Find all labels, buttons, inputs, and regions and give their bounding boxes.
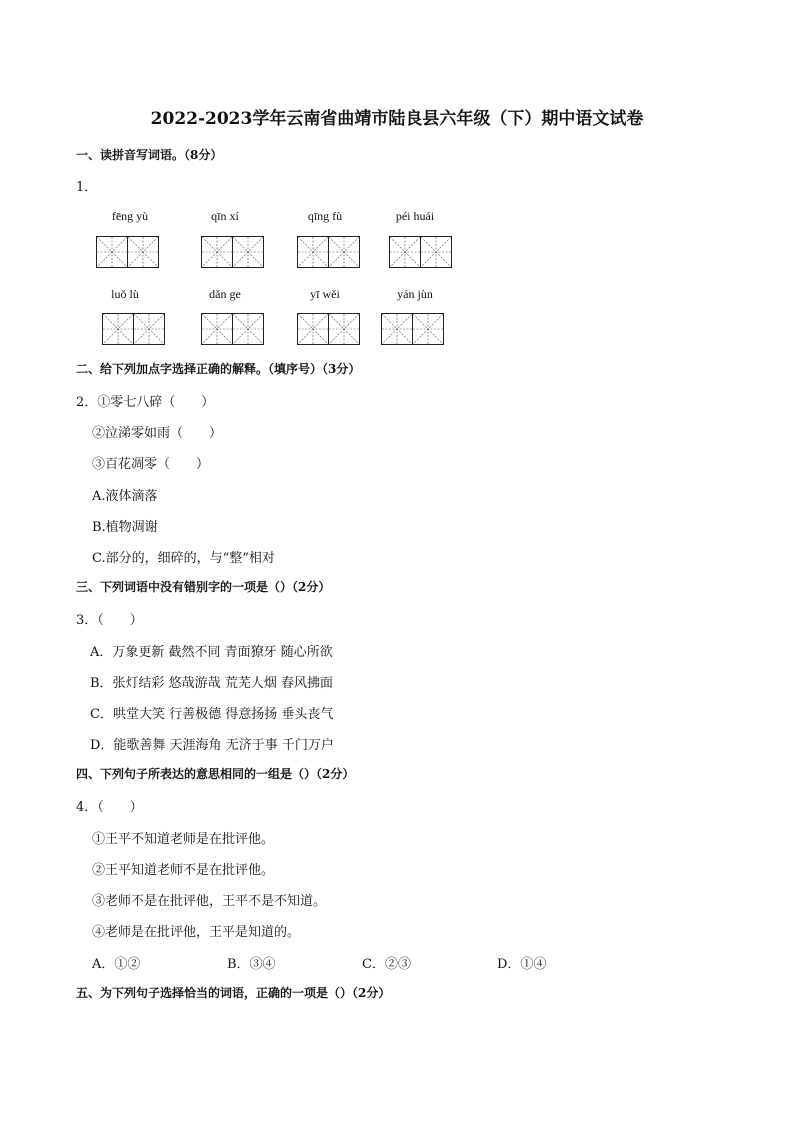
answer-option: A．①② [92, 957, 141, 972]
writing-grid[interactable] [201, 236, 264, 268]
pinyin-label: yī wěi [310, 287, 340, 301]
answer-option: D．①④ [497, 957, 547, 972]
sentence-item: ②王平知道老师不是在批评他。 [92, 863, 275, 878]
pinyin-label: péi huái [395, 209, 435, 223]
answer-option: B．张灯结彩 悠哉游哉 荒芜人烟 春风拂面 [90, 676, 333, 691]
answer-option: D．能歌善舞 天涯海角 无济于事 千门万户 [90, 738, 334, 753]
sentence-item: ①王平不知道老师是在批评他。 [92, 832, 275, 847]
section-1-heading: 一、读拼音写词语。（8分） [76, 148, 223, 162]
answer-option: B.植物凋谢 [92, 520, 158, 535]
question-2-item: 2．①零七八碎（ ） [76, 395, 215, 410]
question-4-number: 4．（ ） [76, 800, 143, 815]
pinyin-label: fēng yù [111, 209, 149, 223]
writing-grid[interactable] [96, 236, 159, 268]
answer-option: A.液体滴落 [92, 489, 158, 504]
writing-grid[interactable] [381, 313, 444, 345]
pinyin-label: dǎn ge [209, 287, 241, 301]
writing-grid[interactable] [201, 313, 264, 345]
writing-grid[interactable] [389, 236, 452, 268]
writing-grid[interactable] [297, 313, 360, 345]
pinyin-label: qīn xí [211, 209, 239, 223]
writing-grid[interactable] [297, 236, 360, 268]
section-5-heading: 五、为下列句子选择恰当的词语，正确的一项是（）（2分） [76, 986, 391, 1000]
answer-option: B．③④ [227, 957, 276, 972]
section-2-heading: 二、给下列加点字选择正确的解释。（填序号）（3分） [76, 362, 361, 376]
answer-option: C．哄堂大笑 行善极德 得意扬扬 垂头丧气 [90, 707, 334, 722]
section-3-heading: 三、下列词语中没有错别字的一项是（）（2分） [76, 580, 331, 594]
writing-grid[interactable] [102, 313, 165, 345]
answer-option: C.部分的，细碎的，与“整”相对 [92, 551, 275, 566]
sentence-item: ③老师不是在批评他，王平不是不知道。 [92, 894, 327, 909]
choice-row [92, 953, 632, 972]
page-title: 2022-2023学年云南省曲靖市陆良县六年级（下）期中语文试卷 [150, 109, 644, 129]
question-1-number: 1． [76, 180, 98, 195]
pinyin-label: qīng fù [307, 209, 343, 223]
section-4-heading: 四、下列句子所表达的意思相同的一组是（）（2分） [76, 767, 355, 781]
question-2-item: ②泣涕零如雨（ ） [92, 426, 223, 441]
question-3-number: 3．（ ） [76, 613, 143, 628]
answer-option: C．②③ [362, 957, 411, 972]
pinyin-label: luǒ lù [111, 287, 139, 301]
answer-option: A．万象更新 截然不同 青面獠牙 随心所欲 [90, 645, 333, 660]
question-2-item: ③百花凋零（ ） [92, 457, 210, 472]
pinyin-label: yán jùn [397, 287, 433, 301]
sentence-item: ④老师是在批评他，王平是知道的。 [92, 925, 301, 940]
